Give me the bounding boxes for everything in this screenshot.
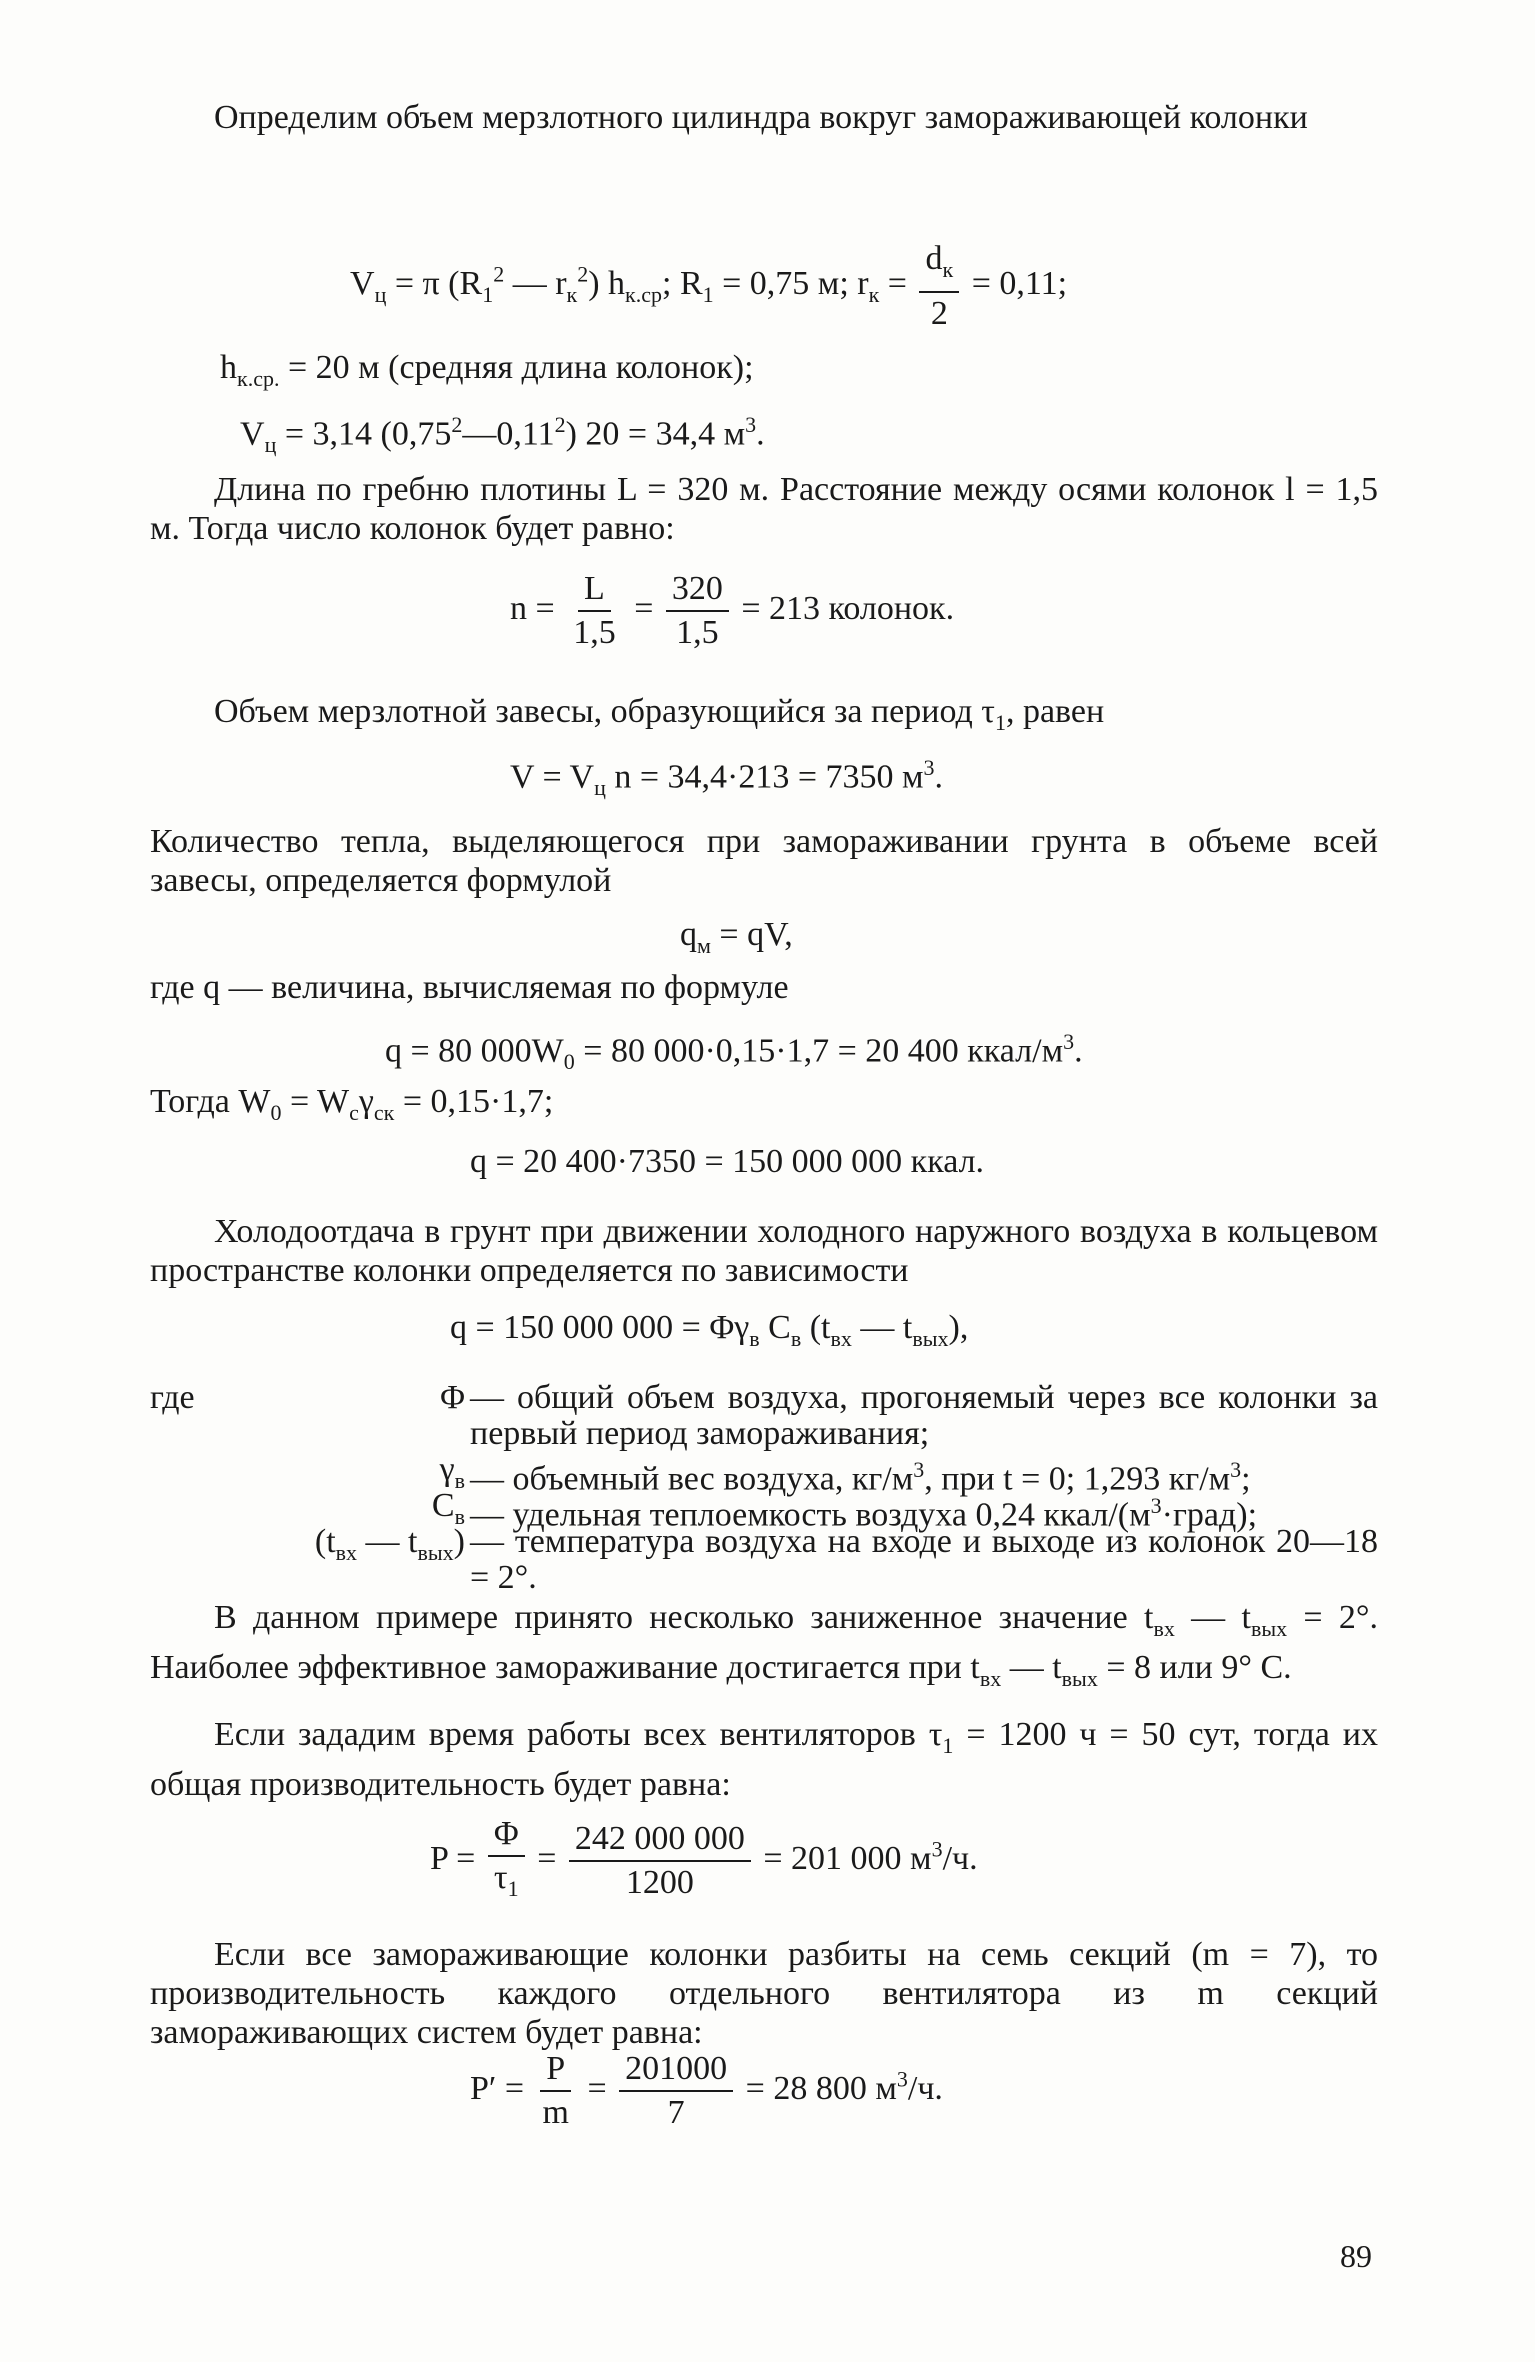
n-numerator-2: 320 (666, 570, 729, 612)
n-numerator-1: L (578, 570, 611, 612)
heat-paragraph: Количество тепла, выделяющегося при замораживании грунта в объеме всей завесы, определяется формулой (150, 823, 1378, 899)
n-denominator-2: 1,5 (676, 614, 719, 651)
n-fraction-2 (666, 570, 729, 652)
n-fraction-1 (567, 570, 622, 652)
equation-q: q = 80 $000W_0 = 80$ 000·0,15·1,7 = 20 400 ккал/$м^3$. (385, 1029, 1083, 1075)
p-denominator-1: $\tau_1$ (493, 1859, 519, 1901)
p-fraction-2 (569, 1820, 751, 1902)
n-lhs: n = (510, 589, 555, 627)
where-symbol: $C_в$ (431, 1487, 465, 1529)
n-result: = 213 колонок. (741, 589, 955, 627)
n-denominator-1: 1,5 (573, 614, 616, 651)
p2-equals: = (587, 2069, 607, 2107)
p-numerator-1: Φ (488, 1815, 525, 1857)
equation-qm: $q_м$ = qV, (680, 916, 793, 958)
p2-fraction-1 (537, 2050, 575, 2132)
where-symbol: ($t_{вх}$ — $t_{вых}$) (314, 1523, 465, 1565)
sections-paragraph: Если все замораживающие колонки разбиты на семь секций (m = 7), то производительность каждого отдельного вентилятора из m секций замораживающих систем будет равна: (150, 1936, 1378, 2051)
intro-paragraph: Определим объем мерзлотного цилиндра вокруг замораживающей колонки (214, 99, 1308, 136)
where-definition: — температура воздуха на входе и выходе из колонок 20—18 = 2°. (470, 1523, 1378, 1596)
where-symbol: $\gamma_в$ (439, 1451, 465, 1493)
where-q-paragraph: где q — величина, вычисляемая по формуле (150, 969, 789, 1006)
vc-formula-text: $V_ц = \pi$ ($R_1^2$ — $r_к^2$) $h_{к.ср}$; $R_1 = 0,75$ м; $r_к$ = (350, 261, 907, 307)
p2-denominator-1: m (542, 2094, 569, 2131)
p-fraction-1 (488, 1815, 525, 1908)
equation-p-prime (470, 2050, 943, 2132)
length-paragraph: Длина по гребню плотины L = 320 м. Расстояние между осями колонок l = 1,5 м. Тогда число колонок будет равно: (150, 471, 1378, 547)
volume-paragraph: Объем мерзлотной завесы, образующийся за период $\tau_1$, равен (214, 693, 1105, 735)
where-definition: — объемный вес воздуха, $кг/м^3$, при t = 0; 1,293 $кг/м^3$; (470, 1457, 1251, 1498)
equation-n (510, 570, 954, 652)
p2-result: = 28 800 $м^3/ч$. (745, 2066, 943, 2107)
page-number: 89 (1340, 2238, 1372, 2274)
where-definition: — общий объем воздуха, прогоняемый через все колонки за первый период замораживания; (470, 1379, 1378, 1452)
where-label: где (150, 1379, 195, 1416)
then-w-paragraph: Тогда $W_0 = W_c\gamma_{ск} = 0,15\cdot 1,7$; (150, 1083, 554, 1125)
equation-v: $V = V_ц$ n = 34,4·213 = 7350 $м^3$. (510, 755, 944, 801)
p-numerator-2: 242 000 000 (569, 1820, 751, 1862)
rk-value: = 0,11; (971, 265, 1068, 303)
p2-fraction-2 (619, 2050, 733, 2132)
equation-hk: $h_{к.ср.} = 20$ м (средняя длина колонок); (220, 349, 754, 391)
example-paragraph: В данном примере принято несколько заниженное значение $t_{вх}$ — $t_{вых} = 2^\circ$. Наиболее эффективное замораживание достигается при $t_{вх}$ — $t_{вых} = 8$ или 9° С. (150, 1599, 1379, 1691)
equation-vc-formula (350, 240, 1067, 333)
equation-vc-calc: $V_ц = 3,14$ (0,75$^2$—0,11$^2$) 20 = 34,4 $м^3$. (240, 412, 765, 458)
n-equals: = (634, 589, 654, 627)
p-equals: = (537, 1840, 557, 1878)
p2-numerator-2: 201000 (619, 2050, 733, 2092)
rk-fraction (919, 240, 959, 333)
p2-lhs: P′ = (470, 2069, 525, 2107)
where-symbol: Φ (440, 1379, 465, 1416)
fans-paragraph: Если зададим время работы всех вентиляторов $\tau_1 = 1200$ ч = 50 сут, тогда их общая производительность будет равна: (150, 1716, 1378, 1803)
p-result: = 201 000 $м^3/ч$. (763, 1836, 978, 1878)
rk-denominator: 2 (930, 294, 948, 332)
cold-paragraph: Холодоотдача в грунт при движении холодного наружного воздуха в кольцевом пространстве колонки определяется по зависимости (150, 1213, 1378, 1289)
equation-p (430, 1815, 978, 1908)
equation-cold: q = 150 000 $000 = \Phi\gamma_в$ $C_в$ ($t_{вх}$ — $t_{вых}$), (450, 1309, 969, 1351)
equation-q-total: q = 20 400·7350 = 150 000 000 ккал. (470, 1143, 985, 1180)
rk-numerator: $d_к$ (919, 240, 959, 293)
p-lhs: P = (430, 1840, 476, 1878)
where-definition: — удельная теплоемкость воздуха 0,24 ккал/$(м^3\cdot град)$; (470, 1493, 1258, 1534)
p2-numerator-1: P (540, 2050, 571, 2092)
p-denominator-2: 1200 (625, 1864, 694, 1902)
p2-denominator-2: 7 (667, 2094, 685, 2131)
